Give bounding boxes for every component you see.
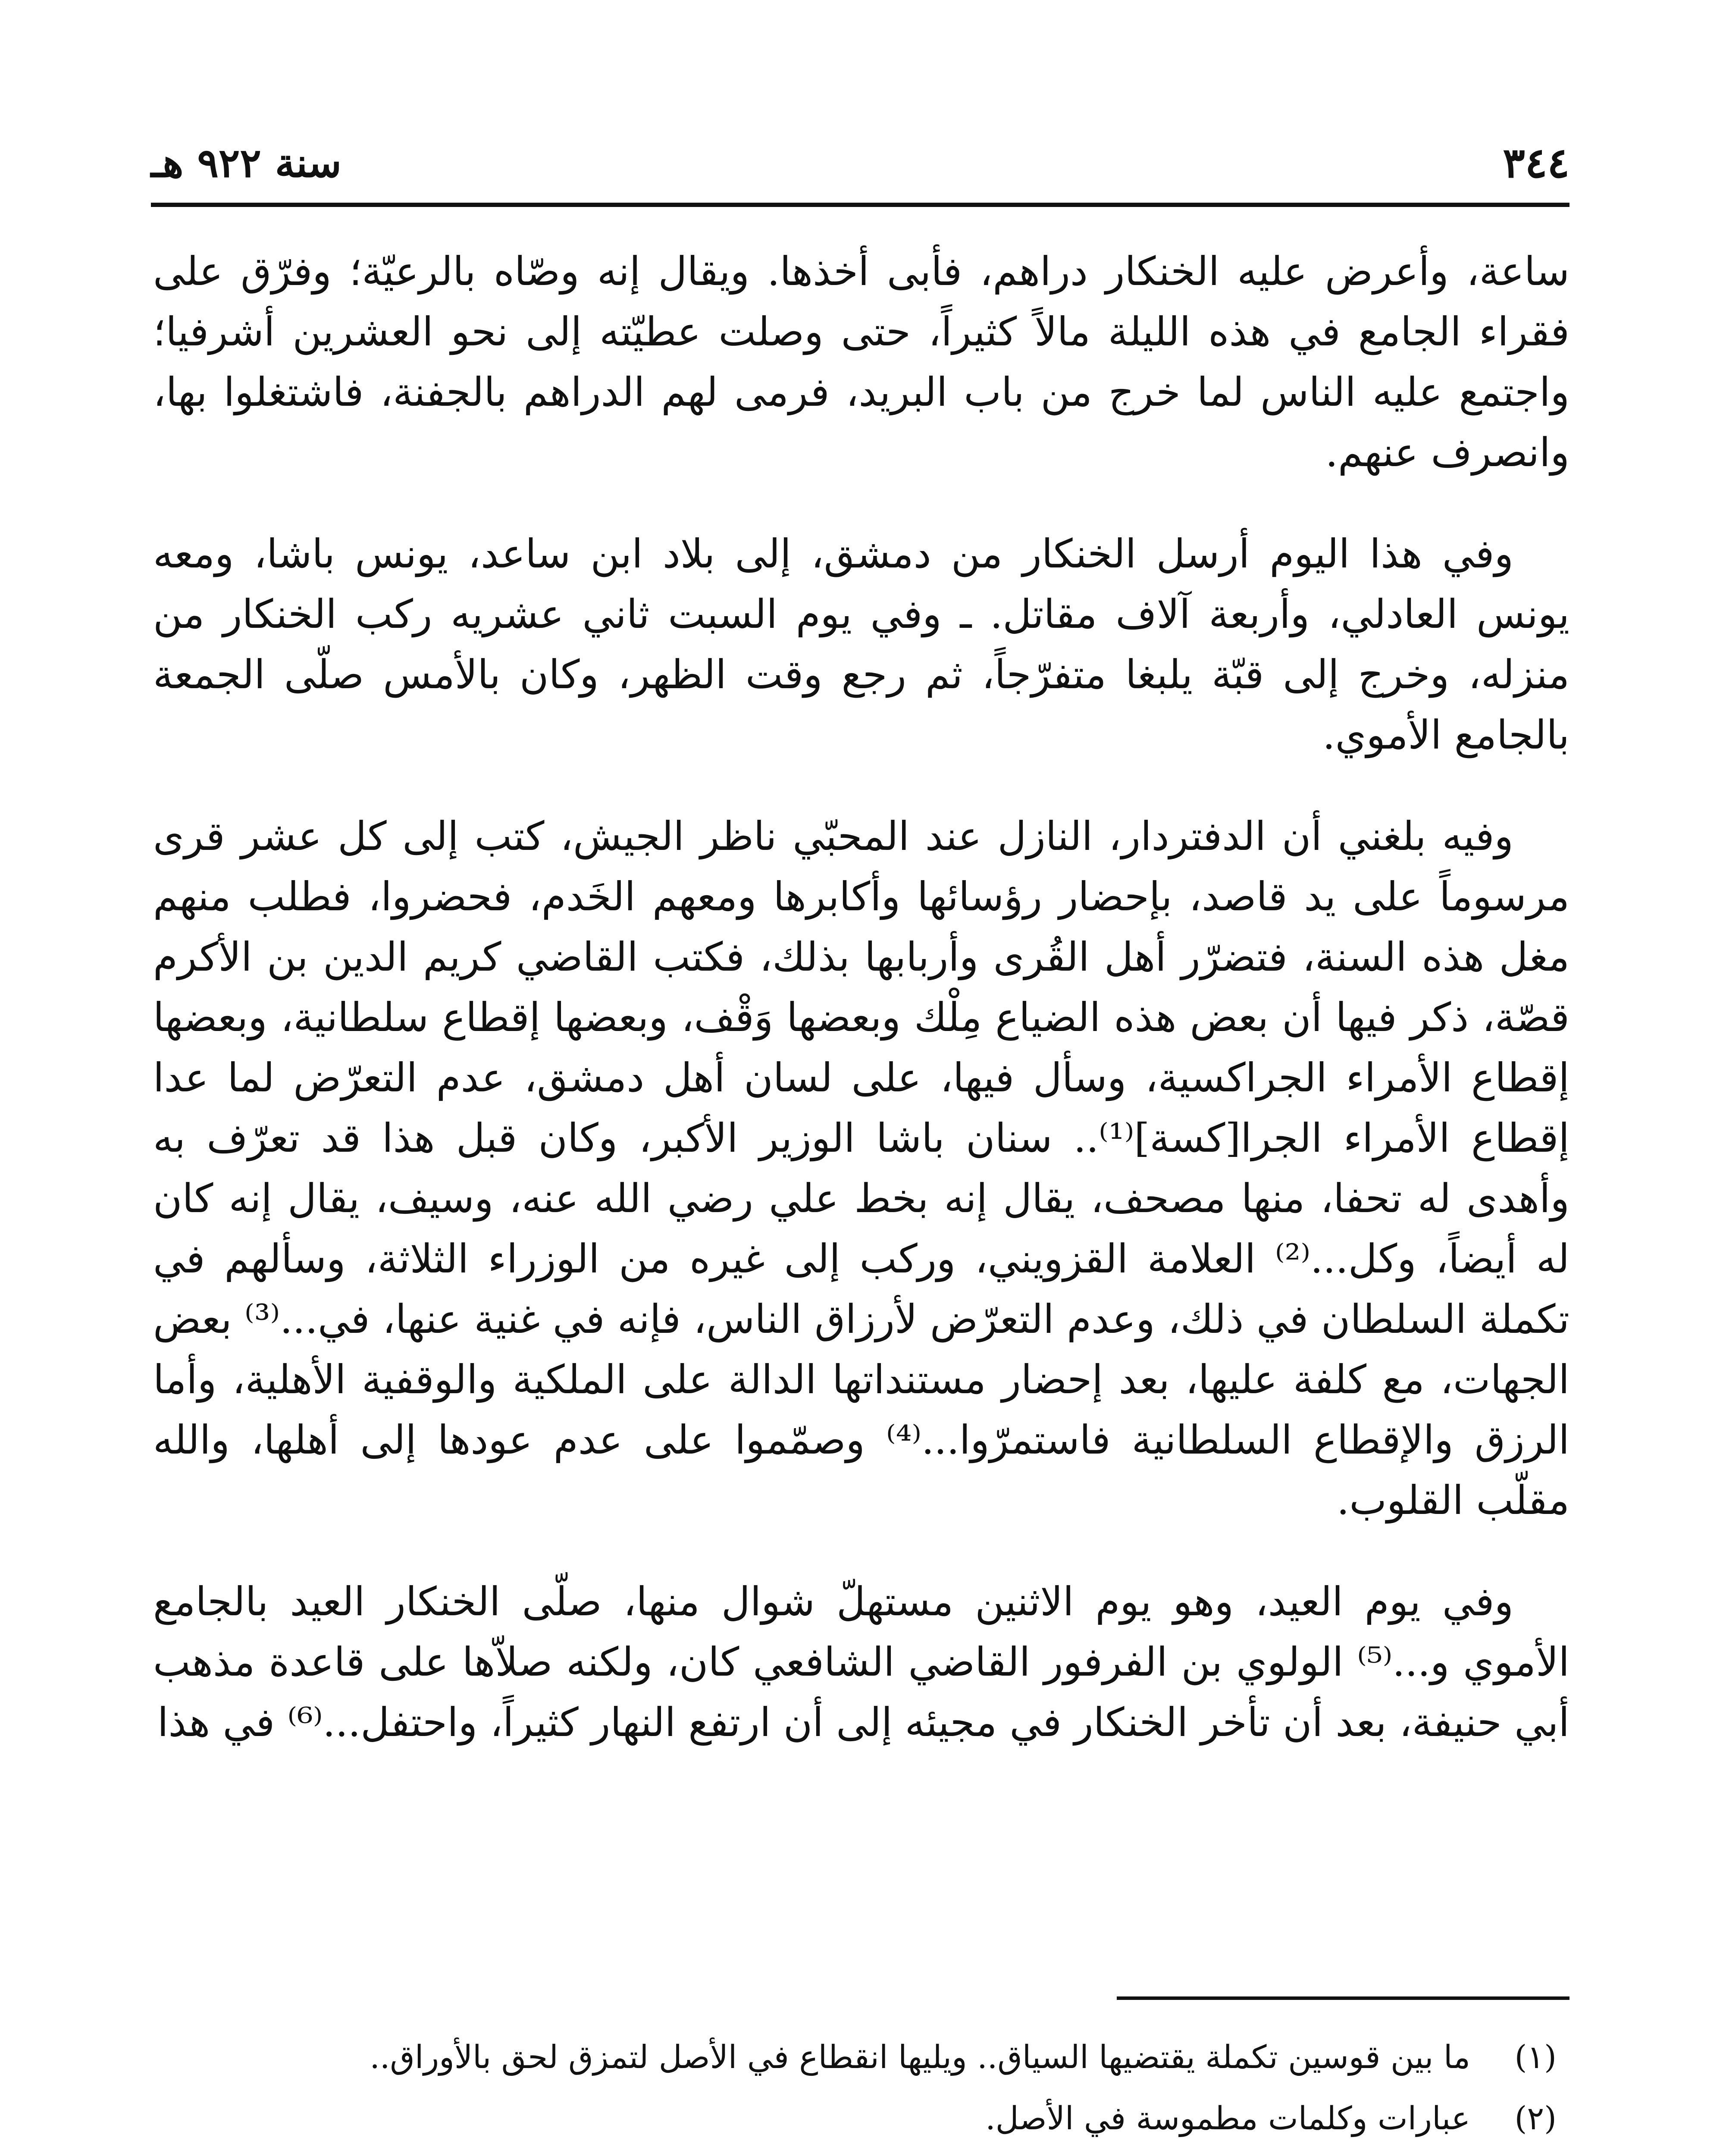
paragraph: وفي هذا اليوم أرسل الخنكار من دمشق، إلى بلاد ابن ساعد، يونس باشا، ومعه يونس العادلي، وأربعة آلاف مقاتل. ـ وفي يوم السبت ثاني عشريه ركب الخنكار من منزله، وخرج إلى قبّة يلبغا متفرّجاً، ثم رجع وقت الظهر، وكان بالأمس صلّى الجمعة بالجامع الأموي. [153, 531, 1569, 758]
paragraph: وفي يوم العيد، وهو يوم الاثنين مستهلّ شوال منها، صلّى الخنكار العيد بالجامع الأموي و...⁽⁵⁾ الولوي بن الفرفور القاضي الشافعي كان، ولكنه صلاّها على قاعدة مذهب أبي حنيفة، بعد أن تأخر الخنكار في مجيئه إلى أن ارتفع النهار كثيراً، واحتفل...⁽⁶⁾ في هذا [153, 1579, 1569, 1745]
paragraph: وفيه بلغني أن الدفتردار، النازل عند المحبّي ناظر الجيش، كتب إلى كل عشر قرى مرسوماً على يد قاصد، بإحضار رؤسائها وأكابرها ومعهم الخَدم، فحضروا، فطلب منهم مغل هذه السنة، فتضرّر أهل القُرى وأربابها بذلك، فكتب القاضي كريم الدين بن الأكرم قصّة، ذكر فيها أن بعض هذه الضياع مِلْك وبعضها وَقْف، وبعضها إقطاع سلطانية، وبعضها إقطاع الأمراء الجراكسية، وسأل فيها، على لسان أهل دمشق، عدم التعرّض لما عدا إقطاع الأمراء الجرا[كسة]⁽¹⁾.. سنان باشا الوزير الأكبر، وكان قبل هذا قد تعرّف به وأهدى له تحفا، منها مصحف، يقال إنه بخط علي رضي الله عنه، وسيف، يقال إنه كان له أيضاً، وكل...⁽²⁾ العلامة القزويني، وركب إلى غيره من الوزراء الثلاثة، وسألهم في تكملة السلطان في ذلك، وعدم التعرّض لأرزاق الناس، فإنه في غنية عنها، في...⁽³⁾ بعض الجهات، مع كلفة عليها، بعد إحضار مستنداتها الدالة على الملكية والوقفية الأهلية، وأما الرزق والإقطاع السلطانية فاستمرّوا...⁽⁴⁾ وصمّموا على عدم عودها إلى أهلها، والله مقلّب القلوب. [153, 813, 1569, 1523]
footnote-rule [1117, 1996, 1569, 2000]
page-number: ٣٤٤ [1503, 138, 1569, 187]
footnote-text: ما بين قوسين تكملة يقتضيها السياق.. ويليها انقطاع في الأصل لتمزق لحق بالأوراق.. [370, 2039, 1470, 2076]
footnote [153, 2088, 1569, 2149]
paragraph: ساعة، وأعرض عليه الخنكار دراهم، فأبى أخذها. ويقال إنه وصّاه بالرعيّة؛ وفرّق على فقراء الجامع في هذه الليلة مالاً كثيراً، حتى وصلت عطيّته إلى نحو العشرين أشرفيا؛ واجتمع عليه الناس لما خرج من باب البريد، فرمى لهم الدراهم بالجفنة، فاشتغلوا بها، وانصرف عنهم. [153, 248, 1569, 476]
running-head [151, 137, 1569, 189]
footnote [153, 2027, 1569, 2088]
running-title: سنة ٩٢٢ هـ [151, 140, 341, 186]
footnote-text: عبارات وكلمات مطموسة في الأصل. [985, 2100, 1470, 2137]
footnote-marker [1470, 2149, 1569, 2156]
header-rule [151, 203, 1569, 207]
footnote-text [153, 2149, 1470, 2156]
footnote-marker: (١) [1514, 2039, 1557, 2076]
footnotes [153, 2027, 1569, 2156]
footnote-marker: (٢) [1514, 2100, 1557, 2137]
footnote [153, 2149, 1569, 2156]
body-text [153, 241, 1569, 1753]
